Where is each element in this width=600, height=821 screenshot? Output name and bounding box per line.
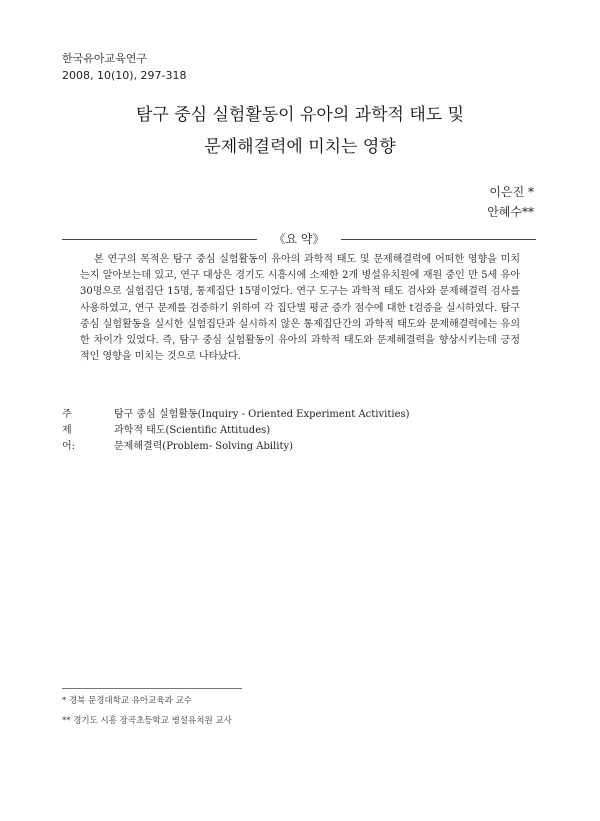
footnote-author-1: * 경북 문경대학교 유아교육과 교수	[62, 696, 193, 706]
footnote-divider	[62, 688, 242, 689]
journal-header	[62, 50, 187, 84]
abstract-heading-bar	[62, 230, 536, 250]
abstract-heading: 《요 약》	[273, 232, 325, 246]
journal-citation: 2008, 10(10), 297-318	[62, 69, 187, 82]
paper-title-line-1: 탐구 중심 실험활동이 유아의 과학적 태도 및	[135, 105, 465, 125]
abstract-rule-right	[341, 239, 536, 240]
keyword-item: 문제해결력(Problem- Solving Ability)	[114, 441, 294, 452]
keyword-item: 탐구 중심 실험활동(Inquiry - Oriented Experiment Activities)	[114, 409, 410, 420]
abstract-body	[80, 252, 520, 365]
paper-title-line-2: 문제해결력에 미치는 영향	[204, 137, 396, 157]
abstract-text: 본 연구의 목적은 탐구 중심 실험활동이 유아의 과학적 태도 및 문제해결력에 어떠한 영향을 미치는지 알아보는데 있고, 연구 대상은 경기도 시흥시에 소재한 2개 병설유치원에 재원 중인 만 5세 유아 30명으로 실험집단 15명, 통제집단 15명이었다. 연구 도구는 과학적 태도 검사와 문제해결력 검사를 사용하였고, 연구 문제를 검증하기 위하여 각 집단별 평균 증가 점수에 대한 t검증을 실시하였다. 탐구 중심 실험활동을 실시한 실험집단과 실시하지 않은 통제집단간의 과학적 태도와 문제해결력에는 유의한 차이가 있었다. 즉, 탐구 중심 실험활동이 유아의 과학적 태도와 문제해결력을 향상시키는데 긍정적인 영향을 미치는 것으로 나타났다.	[80, 254, 520, 363]
author-2: 안혜수**	[487, 205, 534, 219]
keywords-list	[114, 407, 534, 455]
footnote-author-2: ** 경기도 시흥 장곡초등학교 병설유치원 교사	[62, 716, 232, 726]
keywords-label: 주제어:	[62, 409, 76, 452]
abstract-rule-left	[62, 239, 257, 240]
keyword-item: 과학적 태도(Scientific Attitudes)	[114, 425, 271, 436]
journal-name: 한국유아교육연구	[62, 52, 148, 65]
author-1: 이은진 *	[489, 185, 534, 199]
